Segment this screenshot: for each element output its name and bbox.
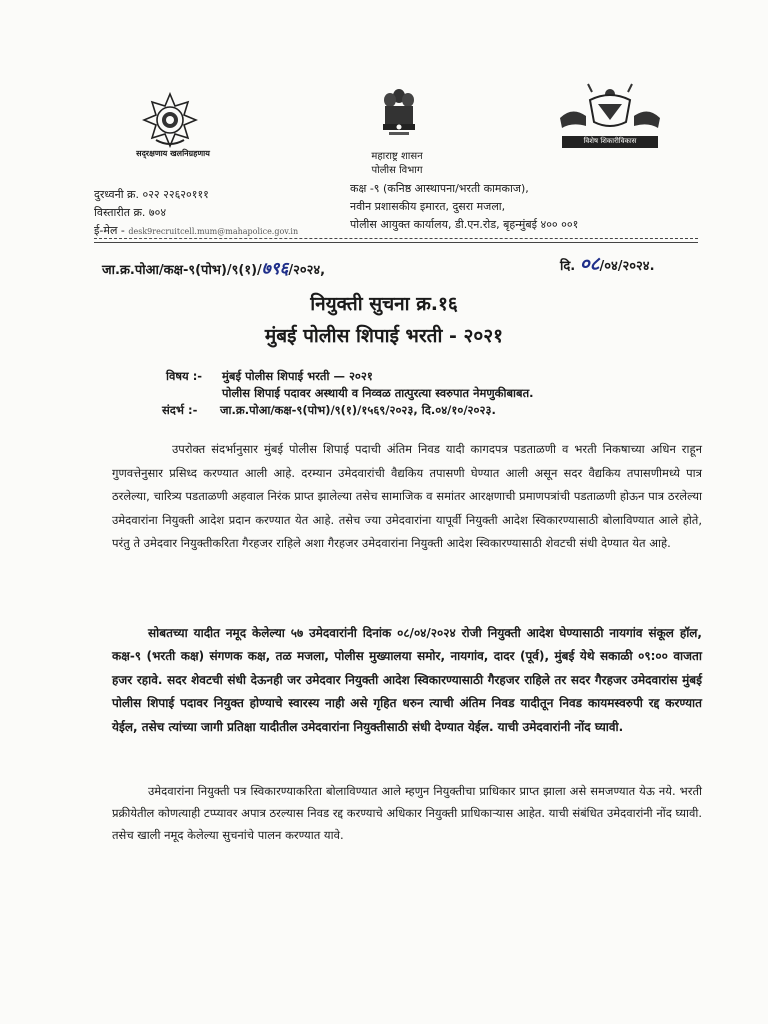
letter-reference-number: [102, 256, 325, 279]
paragraph-2-line: कायमस्वरुपी रद्द करण्यात येईल, तसेच त्यांच्या जागी प्रतिक्षा यादीतील उमेदवारांना नियुक्तीसाठी संधी: [112, 696, 703, 734]
phone-number: दुरध्वनी क्र. ०२२ २२६२०१११: [94, 188, 209, 201]
notice-title: नियुक्ती सुचना क्र.१६: [310, 293, 458, 315]
paragraph-2-line: जर उमेदवार नियुक्ती आदेश स्विकारण्यासाठी गैरहजर राहिले तर सदर गैरहजर उमेदवारांस मुंबई पोलीस: [112, 672, 702, 711]
paragraph-3-line: असे समजण्यात येऊ नये. भरती प्रक्रीयेतील कोणत्याही टप्प्यावर अपात्र ठरल्यास निवड रद्द करण्याचे अधिकार: [112, 784, 702, 820]
body-paragraph-2: [112, 622, 702, 739]
paragraph-2-line: देण्यात येईल. याची उमेदवारांनी नोंद घ्यावी.: [434, 719, 624, 734]
email-label: ई-मेल -: [94, 224, 125, 237]
extension-number: विस्तारीत क्र. ७०४: [94, 206, 167, 219]
state-emblem-icon: [377, 86, 421, 142]
subject-block: [166, 368, 534, 402]
letter-date: [560, 250, 655, 276]
reference-prefix: जा.क्र.पोआ/कक्ष-९(पोभ)/९(१)/: [102, 263, 262, 278]
date-handwritten-day: ०८: [579, 253, 600, 275]
paragraph-1-line: उपरोक्त संदर्भानुसार मुंबई पोलीस शिपाई पदाची अंतिम निवड यादी कागदपत्र पडताळणी व भरती: [172, 442, 597, 456]
paragraph-2-line: शिपाई पदावर नियुक्त होण्याचे स्वारस्य नाही असे गृहित धरुन त्याची अंतिम निवड यादीतून निवड: [147, 696, 583, 711]
paragraph-2-line: समोर, नायगांव, दादर (पूर्व), मुंबई येथे सकाळी ०९:०० वाजता हजर रहावे. सदर शेवटची संधी देऊनही: [112, 649, 702, 687]
body-paragraph-3: [112, 780, 702, 846]
email-address: desk9recruitcell.mum@mahapolice.gov.in: [128, 227, 299, 236]
subject-label: विषय :-: [166, 369, 203, 383]
office-address: [350, 180, 578, 234]
paragraph-3-line: करण्यात यावे.: [285, 828, 344, 842]
paragraph-1-line: शेवटची संधी देण्यात येत आहे.: [545, 536, 671, 551]
reference-handwritten-number: ७९६: [261, 259, 289, 279]
office-line-2: नवीन प्रशासकीय इमारत, दुसरा मजला,: [350, 200, 506, 213]
mumbai-police-emblem-icon: [142, 92, 198, 148]
body-paragraph-1: [112, 438, 702, 556]
paragraph-1-line: निकषाच्या अधिन राहून गुणवत्तेनुसार प्रसिध्द करण्यात आली आहे. दरम्यान उमेदवारांची वैद्यकिय तपासणी: [112, 442, 702, 480]
paragraph-2-line: सोबतच्या यादीत नमूद केलेल्या ५७ उमेदवारांनी दिनांक ०८/०४/२०२४ रोजी नियुक्ती आदेश: [148, 626, 554, 640]
paragraph-1-line: प्रदान करण्यात येत आहे. तसेच ज्या उमेदवारांना यापूर्वी नियुक्ती आदेश स्विकारण्यासाठी बोलाविण्यात आले होते,: [228, 512, 703, 527]
paragraph-1-line: तसेच सामाजिक व समांतर आरक्षणाची प्रमाणपत्रांची पडताळणी होऊन पात्र ठरलेल्या उमेदवारांना नियुक्ती आदेश: [112, 489, 703, 527]
reference-suffix: /२०२४,: [288, 263, 326, 278]
notice-subtitle: मुंबई पोलीस शिपाई भरती - २०२१: [264, 325, 504, 347]
subject-line-1: मुंबई पोलीस शिपाई भरती — २०२१: [222, 369, 373, 383]
crest-banner-text: विशेष शिकारीविकास: [583, 137, 637, 145]
date-suffix: /०४/२०२४.: [599, 259, 655, 274]
maharashtra-government-label: महाराष्ट्र शासन: [371, 151, 423, 162]
office-line-3: पोलीस आयुक्त कार्यालय, डी.एन.रोड, बृहन्मुंबई ४०० ००१: [350, 218, 579, 231]
header-divider-dashed: [94, 238, 698, 239]
reference-row: [162, 403, 496, 418]
reference-text: जा.क्र.पोआ/कक्ष-९(पोभ)/९(१)/१५६९/२०२३, दि.०४/१०/२०२३.: [220, 403, 496, 417]
header-divider-solid: [94, 242, 698, 243]
date-prefix: दि.: [560, 259, 576, 274]
paragraph-1-line: परंतु ते उमेदवार नियुक्तीकरिता गैरहजर राहिले अशा गैरहजर उमेदवारांना नियुक्ती आदेश स्विकारण्यासाठी: [112, 536, 542, 551]
reference-label: संदर्भ :-: [162, 403, 198, 417]
contact-details: [94, 186, 298, 241]
office-line-1: कक्ष -९ (कनिष्ठ आस्थापना/भरती कामकाज),: [350, 182, 529, 195]
paragraph-3-line: उमेदवारांना नियुक्ती पत्र स्विकारण्याकरिता बोलाविण्यात आले म्हणुन नियुक्तीचा प्राधिकार प्राप्त झाला: [148, 784, 566, 798]
paragraph-3-line: नियुक्ती प्राधिकाऱ्यास आहेत. याची संबंधित उमेदवारांनी नोंद घ्यावी. तसेच खाली नमूद केलेल्या सुचनांचे पालन: [112, 806, 702, 842]
subject-line-2: पोलीस शिपाई पदावर अस्थायी व निव्वळ तात्पुरत्या स्वरुपात नेमणुकीबाबत.: [222, 386, 534, 400]
police-motto: सद्‌रक्षणाय खलनिग्रहणाय: [136, 149, 210, 158]
paragraph-1-line: घेण्यात आली असून सदर वैद्यकिय तपासणीमध्ये पात्र ठरलेल्या, चारित्र्य पडताळणी अहवाल निरंक प्राप्त झालेल्या: [112, 465, 702, 504]
paragraph-2-line: घेण्यासाठी नायगांव संकूल हॉल, कक्ष-९ (भरती कक्ष) संगणक कक्ष, तळ मजला, पोलीस मुख्यालया: [112, 626, 702, 664]
police-department-label: पोलीस विभाग: [371, 165, 423, 176]
